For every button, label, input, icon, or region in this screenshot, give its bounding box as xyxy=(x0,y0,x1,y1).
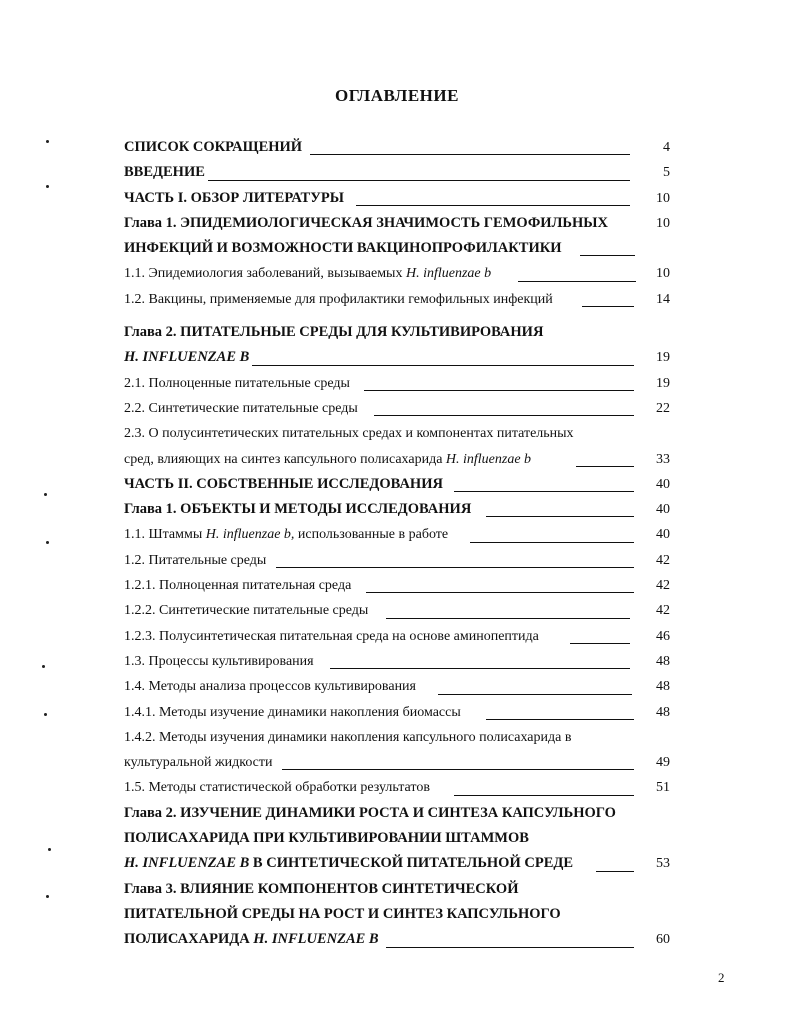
toc-entry xyxy=(124,236,670,261)
toc-entry xyxy=(124,421,670,446)
scan-speck xyxy=(46,541,49,544)
toc-leader xyxy=(486,516,634,517)
toc-page-number: 42 xyxy=(656,603,670,619)
toc-page-number: 42 xyxy=(656,552,670,568)
toc-entry xyxy=(124,801,670,826)
toc-entry-text: 1.3. Процессы культивирования xyxy=(124,653,314,669)
toc-entry xyxy=(124,674,670,699)
toc-page-number: 19 xyxy=(656,350,670,366)
toc-entry xyxy=(124,447,670,472)
toc-entry-text: 1.2. Вакцины, применяемые для профилактики гемофильных инфекций xyxy=(124,291,553,307)
toc-leader xyxy=(282,769,634,770)
scan-speck xyxy=(46,140,49,143)
toc-leader xyxy=(208,180,630,181)
toc-page-number: 10 xyxy=(656,266,670,282)
toc-entry-text: H. INFLUENZAE B xyxy=(124,349,250,366)
toc-page-number: 4 xyxy=(663,140,670,155)
toc-entry-text: 1.2.3. Полусинтетическая питательная среда на основе аминопептида xyxy=(124,628,539,644)
toc-entry-text: 2.3. О полусинтетических питательных средах и компонентах питательных xyxy=(124,426,574,442)
toc-entry xyxy=(124,135,670,160)
toc-entry xyxy=(124,624,670,649)
toc-leader xyxy=(386,947,634,948)
toc-entry xyxy=(124,211,670,236)
toc-leader xyxy=(366,592,634,593)
toc-page-number: 14 xyxy=(656,291,670,307)
page-number: 2 xyxy=(718,970,725,985)
toc-entry xyxy=(124,851,670,876)
toc-entry xyxy=(124,877,670,902)
toc-leader xyxy=(386,618,630,619)
toc-entry-text: ВВЕДЕНИЕ xyxy=(124,164,205,181)
toc-entry xyxy=(124,345,670,370)
toc-entry xyxy=(124,573,670,598)
toc-page-number: 49 xyxy=(656,755,670,771)
toc-page-number: 10 xyxy=(656,190,670,206)
toc-entry-text: ПОЛИСАХАРИДА H. INFLUENZAE B xyxy=(124,931,379,948)
toc-leader xyxy=(518,281,636,282)
toc-entry xyxy=(124,775,670,800)
toc-leader xyxy=(276,567,634,568)
toc-leader xyxy=(364,390,634,391)
toc-entry xyxy=(124,902,670,927)
toc-entry-text: 1.2.2. Синтетические питательные среды xyxy=(124,603,369,619)
toc-entry-text: СПИСОК СОКРАЩЕНИЙ xyxy=(124,139,303,155)
toc-entry-text: Глава 1. ЭПИДЕМИОЛОГИЧЕСКАЯ ЗНАЧИМОСТЬ ГЕМОФИЛЬНЫХ xyxy=(124,214,608,231)
toc-page-number: 5 xyxy=(663,165,670,181)
page-title: ОГЛАВЛЕНИЕ xyxy=(335,86,459,105)
toc-page-number: 48 xyxy=(656,653,670,669)
toc-entry-text: 1.4.1. Методы изучение динамики накопления биомассы xyxy=(124,704,461,720)
toc-entry xyxy=(124,287,670,312)
toc-entry xyxy=(124,826,670,851)
toc-page-number: 51 xyxy=(656,780,670,796)
toc-entry-text: Глава 1. ОБЪЕКТЫ И МЕТОДЫ ИССЛЕДОВАНИЯ xyxy=(124,501,472,518)
toc-entry-text: 1.4.2. Методы изучения динамики накопления капсульного полисахарида в xyxy=(124,729,572,745)
scan-speck xyxy=(46,895,49,898)
scan-speck xyxy=(42,665,45,668)
toc-entry xyxy=(124,186,670,211)
toc-page-number: 53 xyxy=(656,856,670,872)
toc-entry-text: Глава 2. ИЗУЧЕНИЕ ДИНАМИКИ РОСТА И СИНТЕЗА КАПСУЛЬНОГО xyxy=(124,804,616,821)
toc-page-number: 48 xyxy=(656,704,670,720)
toc-leader xyxy=(570,643,630,644)
toc-leader xyxy=(454,491,634,492)
toc-entry xyxy=(124,725,670,750)
toc-leader xyxy=(438,694,632,695)
scan-speck xyxy=(46,185,49,188)
toc-entry-text: культуральной жидкости xyxy=(124,755,273,771)
toc-page-number: 46 xyxy=(656,628,670,644)
toc-entry-text: 2.1. Полноценные питательные среды xyxy=(124,375,350,391)
toc-entry xyxy=(124,700,670,725)
toc-entry xyxy=(124,261,670,286)
toc-entry-text: Глава 2. ПИТАТЕЛЬНЫЕ СРЕДЫ ДЛЯ КУЛЬТИВИРОВАНИЯ xyxy=(124,324,544,341)
toc-page-number: 48 xyxy=(656,679,670,695)
table-of-contents xyxy=(124,135,670,953)
toc-entry xyxy=(124,396,670,421)
toc-entry xyxy=(124,927,670,952)
toc-entry xyxy=(124,649,670,674)
toc-entry-text: Глава 3. ВЛИЯНИЕ КОМПОНЕНТОВ СИНТЕТИЧЕСКОЙ xyxy=(124,880,519,897)
toc-page-number: 40 xyxy=(656,476,670,492)
toc-entry xyxy=(124,497,670,522)
toc-page-number: 22 xyxy=(656,400,670,416)
toc-page-number: 60 xyxy=(656,932,670,948)
toc-entry-text: ПОЛИСАХАРИДА ПРИ КУЛЬТИВИРОВАНИИ ШТАММОВ xyxy=(124,830,529,847)
toc-page-number: 19 xyxy=(656,375,670,391)
scan-speck xyxy=(44,713,47,716)
scan-speck xyxy=(44,493,47,496)
toc-leader xyxy=(596,871,634,872)
toc-entry-text: 1.4. Методы анализа процессов культивирования xyxy=(124,679,416,695)
toc-leader xyxy=(470,542,634,543)
toc-page-number: 42 xyxy=(656,578,670,594)
toc-leader xyxy=(454,795,634,796)
toc-leader xyxy=(486,719,634,720)
toc-entry-text: 1.1. Эпидемиология заболеваний, вызываемых H. influenzae b xyxy=(124,266,492,282)
toc-entry xyxy=(124,320,670,345)
toc-entry-text: H. INFLUENZAE B В СИНТЕТИЧЕСКОЙ ПИТАТЕЛЬНОЙ СРЕДЕ xyxy=(124,855,574,872)
toc-entry-text: 1.2. Питательные среды xyxy=(124,552,267,568)
toc-entry-text: 1.2.1. Полноценная питательная среда xyxy=(124,578,352,594)
toc-entry-text: ЧАСТЬ II. СОБСТВЕННЫЕ ИССЛЕДОВАНИЯ xyxy=(124,475,443,492)
toc-entry xyxy=(124,472,670,497)
toc-page-number: 33 xyxy=(656,451,670,467)
toc-leader xyxy=(356,205,630,206)
toc-entry xyxy=(124,750,670,775)
toc-leader xyxy=(310,154,630,155)
toc-entry-text: 2.2. Синтетические питательные среды xyxy=(124,400,358,416)
toc-entry xyxy=(124,371,670,396)
scan-speck xyxy=(48,848,51,851)
toc-entry xyxy=(124,160,670,185)
toc-entry-text: ПИТАТЕЛЬНОЙ СРЕДЫ НА РОСТ И СИНТЕЗ КАПСУЛЬНОГО xyxy=(124,905,561,922)
toc-leader xyxy=(576,466,634,467)
toc-leader xyxy=(582,306,634,307)
toc-entry-text: 1.5. Методы статистической обработки результатов xyxy=(124,780,430,796)
toc-entry-text: сред, влияющих на синтез капсульного полисахарида H. influenzae b xyxy=(124,451,532,467)
toc-page-number: 40 xyxy=(656,527,670,543)
toc-page-number: 10 xyxy=(656,215,670,231)
toc-entry xyxy=(124,522,670,547)
toc-leader xyxy=(374,415,634,416)
toc-entry xyxy=(124,598,670,623)
toc-entry-text: ЧАСТЬ I. ОБЗОР ЛИТЕРАТУРЫ xyxy=(124,189,344,206)
toc-page-number: 40 xyxy=(656,502,670,518)
toc-leader xyxy=(580,255,635,256)
toc-leader xyxy=(252,365,634,366)
toc-leader xyxy=(330,668,630,669)
toc-entry xyxy=(124,548,670,573)
toc-entry-text: 1.1. Штаммы H. influenzae b, использованные в работе xyxy=(124,527,449,543)
toc-entry-text: ИНФЕКЦИЙ И ВОЗМОЖНОСТИ ВАКЦИНОПРОФИЛАКТИКИ xyxy=(124,240,562,257)
